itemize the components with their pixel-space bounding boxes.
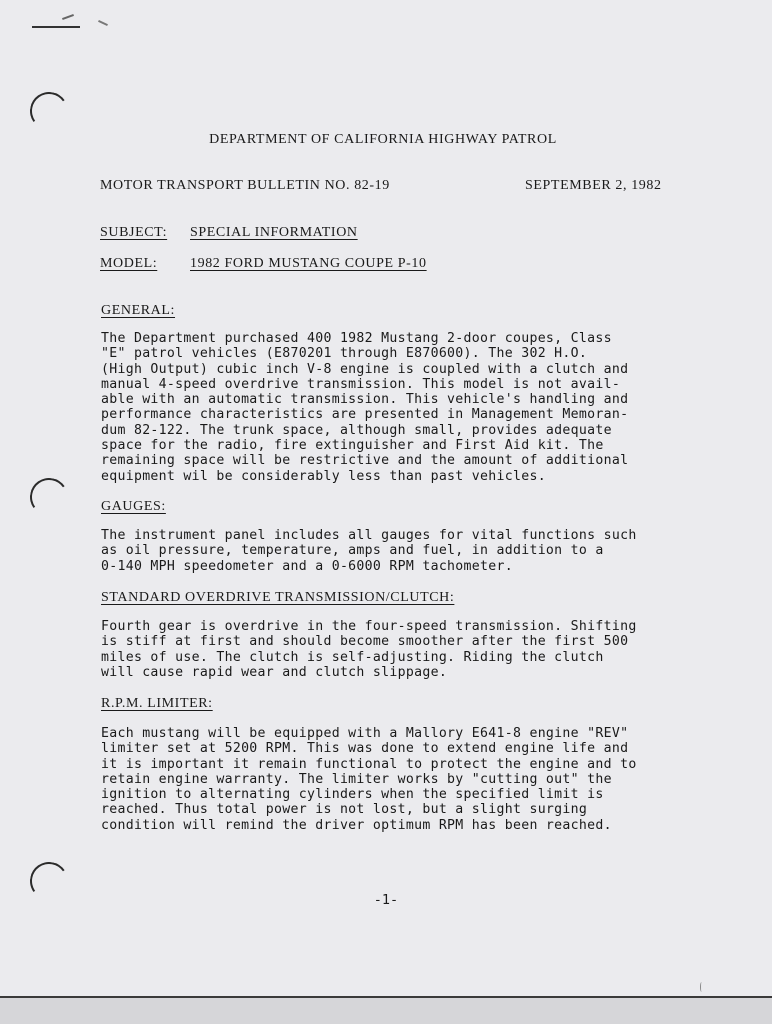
text-line: Fourth gear is overdrive in the four-speed transmission. Shifting (101, 619, 637, 634)
page-number: -1- (373, 892, 399, 908)
stray-mark (700, 982, 703, 992)
text-line: "E" patrol vehicles (E870201 through E870600). The 302 H.O. (101, 346, 588, 362)
punch-hole-icon (27, 475, 71, 519)
text-line: condition will remind the driver optimum RPM has been reached. (101, 817, 612, 833)
section-heading-gauges: GAUGES: (101, 499, 166, 514)
text-line: miles of use. The clutch is self-adjusting. Riding the clutch (101, 649, 604, 665)
text-line: dum 82-122. The trunk space, although small, provides adequate (101, 422, 612, 438)
text-line: manual 4-speed overdrive transmission. This model is not avail- (101, 376, 621, 392)
text-line: The instrument panel includes all gauges for vital functions such (101, 528, 637, 543)
text-line: space for the radio, fire extinguisher and First Aid kit. The (101, 438, 604, 454)
text-line: is stiff at first and should become smoother after the first 500 (101, 634, 629, 650)
text-line: (High Output) cubic inch V-8 engine is coupled with a clutch and (101, 361, 629, 377)
section-body-gauges (101, 528, 701, 574)
pen-mark (32, 26, 80, 28)
text-line: limiter set at 5200 RPM. This was done to extend engine life and (101, 741, 629, 757)
text-line: able with an automatic transmission. This vehicle's handling and (101, 392, 629, 408)
subject-label: SUBJECT: (100, 225, 168, 240)
text-line: The Department purchased 400 1982 Mustang 2-door coupes, Class (101, 331, 612, 346)
text-line: reached. Thus total power is not lost, but a slight surging (101, 802, 588, 818)
text-line: equipment wil be considerably less than past vehicles. (101, 468, 546, 484)
section-heading-general: GENERAL: (101, 303, 176, 318)
pen-mark (62, 14, 74, 20)
punch-hole-icon (27, 89, 71, 133)
subject-value: SPECIAL INFORMATION (190, 225, 358, 240)
model-label: MODEL: (100, 256, 158, 271)
text-line: Each mustang will be equipped with a Mallory E641-8 engine "REV" (101, 726, 629, 741)
bulletin-number: MOTOR TRANSPORT BULLETIN NO. 82-19 (100, 178, 390, 193)
bulletin-date: SEPTEMBER 2, 1982 (525, 178, 662, 193)
section-body-general (101, 331, 701, 484)
text-line: it is important it remain functional to protect the engine and to (101, 756, 637, 772)
text-line: performance characteristics are presented in Management Memoran- (101, 407, 629, 423)
text-line: remaining space will be restrictive and the amount of additional (101, 453, 629, 469)
text-line: 0-140 MPH speedometer and a 0-6000 RPM tachometer. (101, 558, 513, 574)
department-title: DEPARTMENT OF CALIFORNIA HIGHWAY PATROL (209, 132, 557, 147)
section-heading-rpm-limiter: R.P.M. LIMITER: (101, 696, 213, 711)
scan-background (0, 998, 772, 1024)
pen-mark (98, 20, 108, 26)
section-body-rpm-limiter (101, 726, 701, 833)
text-line: will cause rapid wear and clutch slippage. (101, 664, 448, 680)
section-heading-transmission: STANDARD OVERDRIVE TRANSMISSION/CLUTCH: (101, 590, 455, 605)
section-body-transmission (101, 619, 701, 680)
text-line: retain engine warranty. The limiter works by "cutting out" the (101, 771, 612, 787)
text-line: ignition to alternating cylinders when the specified limit is (101, 787, 604, 803)
model-value: 1982 FORD MUSTANG COUPE P-10 (190, 256, 427, 271)
text-line: as oil pressure, temperature, amps and fuel, in addition to a (101, 543, 604, 559)
